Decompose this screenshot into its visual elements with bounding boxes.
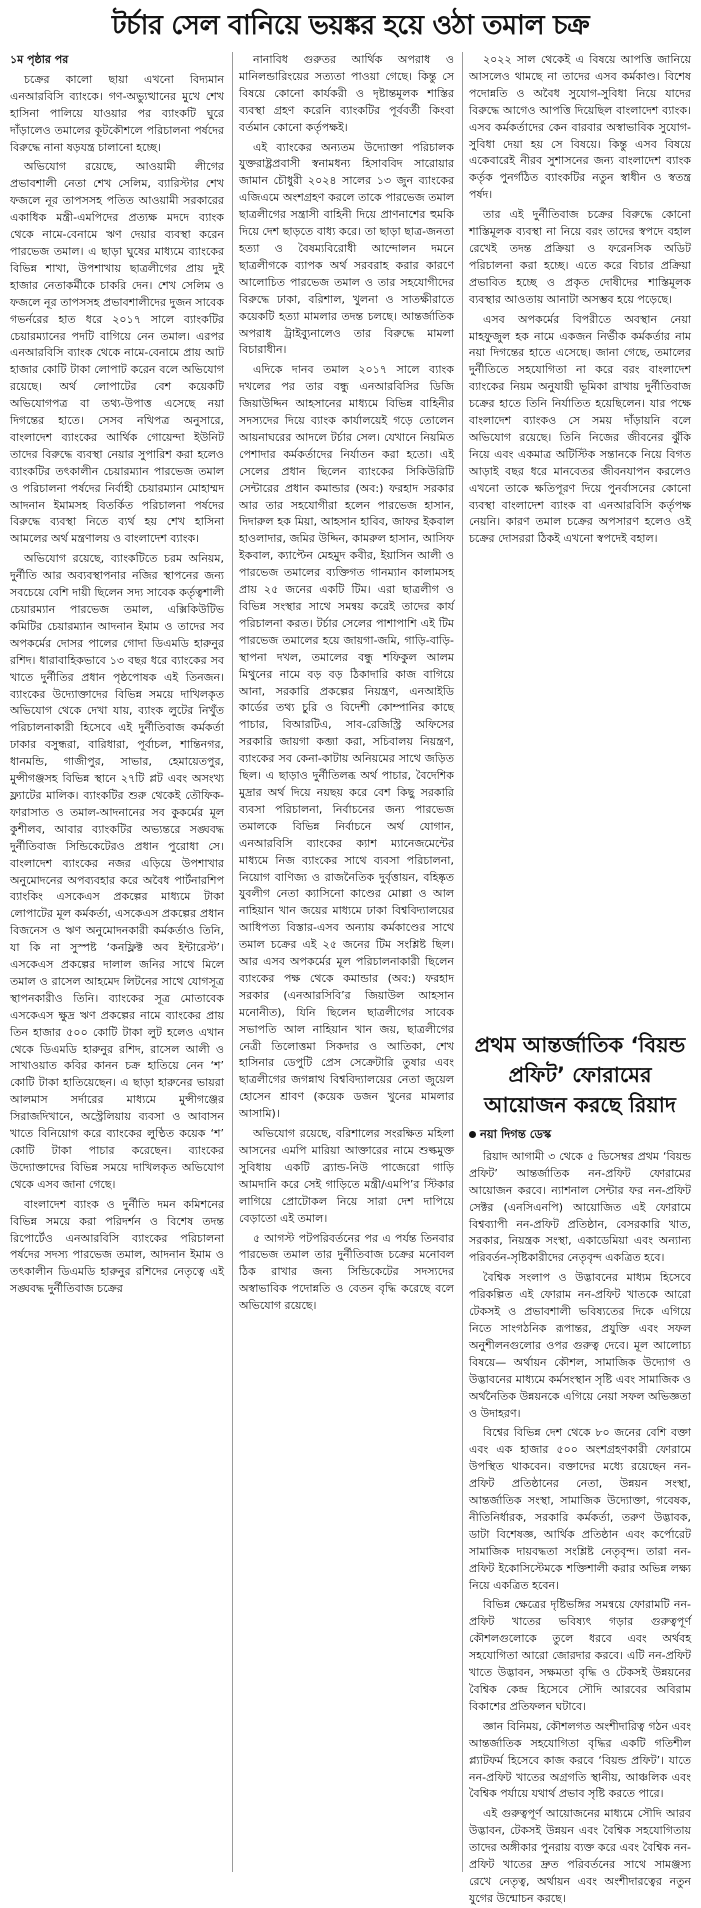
article-column-1 [10, 52, 224, 1872]
bullet-icon [469, 1131, 476, 1138]
byline-text: নয়া দিগন্ত ডেস্ক [480, 1127, 552, 1141]
article-paragraph: এসব অপকর্মের বিপরীতে অবস্থান নেয়া মাহফুজুল হক নামে একজন নির্ভীক কর্মকর্তার নাম নয়া দিগন্তের হাতে এসেছে। জানা গেছে, তমালের দুর্নীতিতে সহযোগিতা না করে বরং বাংলাদেশ ব্যাংকের নিয়ম অনুযায়ী ভূমিকা রাখায় দুর্নীতিবাজ চক্রের হাতে তিনি নির্যাতিত হয়েছিলেন। যার পক্ষে বাংলাদেশ ব্যাংকও সে সময় দাঁড়ায়নি বলে অভিযোগ রয়েছে। তিনি নিজের জীবনের ঝুঁকি নিয়ে এবং একমাত্র অটিস্টিক সন্তানকে নিয়ে বিগত আড়াই বছর ধরে মানবেতর জীবনযাপন করলেও এখনো তাকে ক্ষতিপূরণ দিয়ে পুনর্বাসনের কোনো ব্যবস্থা বাংলাদেশ ব্যাংক বা এনআরবিসি কর্তৃপক্ষ নেয়নি। কারণ তমাল চক্রের অপসারণ হলেও ওই চক্রের দোসররা ঠিকই এখনো স্বপদেই বহাল। [469, 312, 691, 546]
article-paragraph: ৫ আগস্ট পটপরিবর্তনের পর এ পর্যন্ত তিনবার পারভেজ তমাল তার দুর্নীতিবাজ চক্রের মনোবল ঠিক রাখার জন্য সিন্ডিকেটের সদস্যদের অস্বাভাবিক পদোন্নতি ও বেতন বৃদ্ধি করেছে বলে অভিযোগ রয়েছে। [239, 1231, 454, 1313]
article-paragraph: জ্ঞান বিনিময়, কৌশলগত অংশীদারিত্ব গঠন এবং আন্তর্জাতিক সহযোগিতা বৃদ্ধির একটি গতিশীল প্ল্যাটফর্ম হিসেবে কাজ করবে ‘বিয়ন্ড প্রফিট’। যাতে নন-প্রফিট খাতের অগ্রগতি স্থানীয়, আঞ্চলিক এবং বৈশ্বিক পর্যায়ে যথার্থ প্রভাব সৃষ্টি করতে পারে। [469, 1719, 691, 1801]
article-paragraph: এই গুরুত্বপূর্ণ আয়োজনের মাধ্যমে সৌদি আরব উদ্ভাবন, টেকসই উন্নয়ন এবং বৈশ্বিক সহযোগিতায় তাদের অঙ্গীকার পুনরায় ব্যক্ত করে এবং বৈশ্বিক নন-প্রফিট খাতের দ্রুত পরিবর্তনের সাথে সামঞ্জস্য রেখে নেতৃত্ব, অর্থায়ন এবং অংশীদারত্বের নতুন যুগের উন্মোচন করছে। [469, 1807, 691, 1905]
article-paragraph: ২০২২ সাল থেকেই এ বিষয়ে আপত্তি জানিয়ে আসলেও থামছে না তাদের এসব কর্মকাণ্ড। বিশেষ পদোন্নতি ও অবৈধ সুযোগ-সুবিধা নিয়ে যাদের বিরুদ্ধে আগেও আপত্তি দিয়েছিল বাংলাদেশ ব্যাংক। এসব কর্মকর্তাদের কেন বারবার অস্বাভাবিক সুযোগ-সুবিধা দেয়া হয় সে বিষয়ে। কিন্তু এসব বিষয়ে একেবারেই নীরব সুশাসনের জন্য বাংলাদেশ ব্যাংক কর্তৃক পুনর্গঠিত ব্যাংকটির নতুন স্বাধীন ও স্বতন্ত্র পর্ষদ। [469, 53, 691, 202]
article-paragraph: বাংলাদেশ ব্যাংক ও দুর্নীতি দমন কমিশনের বিভিন্ন সময়ে করা পরিদর্শন ও বিশেষ তদন্ত রিপোর্টেও এনআরবিসি ব্যাংকের পরিচালনা পর্ষদের সদস্য পারভেজ তমাল, আদনান ইমাম ও তৎকালীন ডিএমডি হারুনুর রশিদের নেতৃত্বে এই সঙ্ঘবদ্ধ দুর্নীতিবাজ চক্রের [10, 1197, 224, 1296]
article-paragraph: এদিকে দানব তমাল ২০১৭ সালে ব্যাংক দখলের পর তার বন্ধু এনআরবিসির ডিজি জিয়াউদ্দিন আহসানের মাধ্যমে বিভিন্ন বাহিনীর সদস্যদের দিয়ে ব্যাংক কার্যালয়েই গড়ে তোলেন আয়নাঘরের আদলে টর্চার সেল। যেখানে নিয়মিত পেশাদার কর্মকর্তাদের নির্যাতন করা হতো। এই সেলের প্রধান ছিলেন ব্যাংকের সিকিউরিটি সেন্টারের প্রধান কমান্ডার (অব:) ফরহাদ সরকার আর তার সহযোগীরা হলেন পারভেজ হাসান, দিদারুল হক মিয়া, আহসান হাবিব, জাফর ইকবাল হাওলাদার, জমির উদ্দিন, কামরুল হাসান, আসিফ ইকবাল, ক্যাপ্টেন মেহমুদ কবীর, ইয়াসিন আলী ও পারভেজ তমালের ব্যক্তিগত গানম্যান কালামসহ প্রায় ২৫ জনের একটি টিম। এরা ছাত্রলীগ ও বিভিন্ন সংস্থার সাথে সমন্বয় করেই তাদের কার্য পরিচালনা করত। টর্চার সেলের পাশাপাশি এই টিম পারভেজ তমালের হয়ে জায়গা-জমি, গাড়ি-বাড়ি-স্থাপনা দখল, তমালের বন্ধু শফিকুল আলম মিথুনের নামে বড় বড় ঠিকাদারি কাজ বাগিয়ে আনা, সরকারি প্রকল্পের নিয়ন্ত্রণ, এনআইডি কার্ডের তথ্য চুরি ও বিদেশী কোম্পানির কাছে পাচার, বিআরটিএ, সাব-রেজিস্ট্রি অফিসের সরকারি জায়গা কব্জা করা, সচিবালয় নিয়ন্ত্রণ, ব্যাংকের সব কেনা-কাটায় অনিয়মের সাথে জড়িত ছিল। এ ছাড়াও দুর্নীতিলব্ধ অর্থ পাচার, বৈদেশিক মুদ্রার অর্থ দিয়ে নয়ছয় করে বেশ কিছু সরকারি ব্যবসা পরিচালনা, নির্বাচনের জন্য পারভেজ তমালকে বিভিন্ন নির্বাচনে অর্থ যোগান, এনআরবিসি ব্যাংকের ক্যাশ ম্যানেজমেন্টের মাধ্যমে নিজ ব্যাংকের সাথে ব্যবসা পরিচালনা, নিয়োগ বাণিজ্য ও রাজনৈতিক দুর্বৃত্তায়ন, বহিষ্কৃত যুবলীগ নেতা ক্যাসিনো কাণ্ডের মোল্লা ও আল নাহিয়ান খান জয়ের মাধ্যমে ঢাকা বিশ্ববিদ্যালয়ের আধিপত্য বিস্তার-এসব অন্যায় কর্মকাণ্ডের সাথে তমাল চক্রের এই ২৫ জনের টিম সংশ্লিষ্ট ছিল। আর এসব অপকর্মের মূল পরিচালনাকারী ছিলেন ব্যাংকের পক্ষ থেকে কমান্ডার (অব:) ফরহাদ সরকার (এনআরসিবি’র জিয়াউল আহসান মনোনীত), যিনি ছিলেন ছাত্রলীগের সাবেক সভাপতি আল নাহিয়ান খান জয়, ছাত্রলীগের নেত্রী তিলোত্তমা সিকদার ও আতিকা, শেখ হাসিনার ডেপুটি প্রেস সেক্রেটারি তুষার এবং ছাত্রলীগের জগন্নাথ বিশ্ববিদ্যালয়ের নেতা জুয়েল হোসেন শ্রাবণ (কয়েক ডজন খুনের মামলার আসামি)। [239, 363, 454, 1121]
article-paragraph: বৈশ্বিক সংলাপ ও উদ্ভাবনের মাধ্যম হিসেবে পরিকল্পিত এই ফোরাম নন-প্রফিট খাতকে আরো টেকসই ও প্রভাবশালী ভবিষ্যতের দিকে এগিয়ে নিতে সাংগঠনিক রূপান্তর, প্রযুক্তি এবং সফল অনুশীলনগুলোর ওপর গুরুত্ব দেবে। মূল আলোচ্য বিষয়ে— অর্থায়ন কৌশল, সামাজিক উদ্যোগ ও উদ্ভাবনের মাধ্যমে কর্মসংস্থান সৃষ্টি এবং সামাজিক ও অর্থনৈতিক উন্নয়নকে এগিয়ে নেয়া সফল অভিজ্ঞতা ও উদাহরণ। [469, 1271, 691, 1420]
article-paragraph: এই ব্যাংকের অন্যতম উদ্যোক্তা পরিচালক যুক্তরাষ্ট্রপ্রবাসী স্বনামধন্য হিসাববিদ সারোয়ার জামান চৌধুরী ২০২৪ সালের ১৩ জুন ব্যাংকের এজিএমে অংশগ্রহণ করলে তাকে পারভেজ তমাল ছাত্রলীগের সন্ত্রাসী বাহিনী দিয়ে প্রাণনাশের হুমকি দিয়ে দেশ ছাড়তে বাধ্য করে। তা ছাড়া ছাত্র-জনতা হত্যা ও বৈষম্যবিরোধী আন্দোলন দমনে ছাত্রলীগকে ব্যাপক অর্থ সরবরাহ করার কারণে আলোচিত পারভেজ তমাল ও তার সহযোগীদের বিরুদ্ধে ঢাকা, বরিশাল, খুলনা ও সাতক্ষীরাতে কয়েকটি হত্যা মামলার তদন্ত চলছে। আন্তর্জাতিক অপরাধ ট্রাইব্যুনালেও তার বিরুদ্ধে মামলা বিচারাধীন। [239, 140, 454, 357]
article-paragraph: অভিযোগ রয়েছে, ব্যাংকটিতে চরম অনিয়ম, দুর্নীতি আর অব্যবস্থাপনার নজির স্থাপনের জন্য সবচেয়ে বেশি দায়ী ছিলেন সদ্য সাবেক কর্তৃত্বশালী চেয়ারম্যান পারভেজ তমাল, এক্সিকিউটিভ কমিটির চেয়ারম্যান আদনান ইমাম ও তাদের সব অপকর্মের দোসর পালের গোদা ডিএমডি হারুনুর রশিদ। ধারাবাহিকভাবে ১৩ বছর ধরে ব্যাংকের সব খাতে দুর্নীতির প্রধান পৃষ্ঠপোষক এই তিনজন। ব্যাংকের উদ্যোক্তাদের বিভিন্ন সময়ে দাখিলকৃত অভিযোগ থেকে দেখা যায়, ব্যাংক লুটের নিখুঁত পরিচালনাকারী হিসেবে এই দুর্নীতিবাজ কর্মকর্তা ঢাকার বসুন্ধরা, বারিধারা, পূর্বাচল, শান্তিনগর, ধানমন্ডি, গাজীপুর, সাভার, হেমায়েতপুর, মুন্সীগঞ্জসহ বিভিন্ন স্থানে ২৭টি প্লট এবং অসংখ্য ফ্ল্যাটের মালিক। ব্যাংকটির শুরু থেকেই তৌফিক-ফারাসাত ও তমাল-আদনানের সব কুকর্মের মূল কুশীলব, আবার ব্যাংকটির অভ্যন্তরে সঙ্ঘবদ্ধ দুর্নীতিবাজ সিন্ডিকেটেরও প্রধান পুরোধা সে। বাংলাদেশ ব্যাংকের নজর এড়িয়ে উপশাখার অনুমোদনের অপব্যবহার করে অবৈধ পার্টনারশিপ ব্যাংকিং এসকেএস প্রকল্পের মাধ্যমে টাকা লোপাটের মূল কর্মকর্তা, এসকেএস প্রকল্পের প্রধান বিজনেস ও ঋণ অনুমোদনকারী কর্মকর্তাও তিনি, যা কি না সুস্পষ্ট ‘কনফ্লিক্ট অব ইন্টারেস্ট’। এসকেএস প্রকল্পের দালাল জনির সাথে মিলে তমাল ও রাসেল আহমেদ লিটনের সাথে যোগসূত্র স্থাপনকারীও তিনি। ব্যাংকের সূত্র মোতাবেক এসকেএস ক্ষুদ্র ঋণ প্রকল্পের নামে ব্যাংকের প্রায় তিন হাজার ৫০০ কোটি টাকা লুট হলেও এখান থেকে ডিএমডি হারুনুর রশিদ, রাসেল আলী ও সাখাওয়াত কবির কানন চক্র হাতিয়ে নেন ‘শ’ কোটি টাকা হাতিয়েছেন। এ ছাড়া হারুনের ভায়রা আলমাস সর্দারের মাধ্যমে মুন্সীগঞ্জের সিরাজদিখানে, অস্ট্রেলিয়ায় ব্যবসা ও আবাসন খাতে বিনিয়োগ করে ব্যাংকের লুণ্ঠিত কয়েক ‘শ’ কোটি টাকা পাচার করেছেন। ব্যাংকের উদ্যোক্তাদের বিভিন্ন সময়ে দাখিলকৃত অভিযোগ থেকে এসব জানা গেছে। [10, 552, 224, 1191]
article-paragraph: তার এই দুর্নীতিবাজ চক্রের বিরুদ্ধে কোনো শাস্তিমূলক ব্যবস্থা না নিয়ে বরং তাদের স্বপদে বহাল রেখেই তদন্ত প্রক্রিয়া ও ফরেনসিক অডিট পরিচালনা করা হচ্ছে। এতে করে বিচার প্রক্রিয়া প্রভাবিত হচ্ছে ও প্রকৃত দোষীদের শাস্তিমূলক ব্যবস্থার আওতায় আনাটা অসম্ভব হয়ে পড়েছে। [469, 208, 691, 306]
secondary-headline: প্রথম আন্তর্জাতিক ‘বিয়ন্ড প্রফিট’ ফোরামের আয়োজন করছে রিয়াদ [474, 1033, 686, 1117]
article-paragraph: বিশ্বের বিভিন্ন দেশ থেকে ৮০ জনের বেশি বক্তা এবং এক হাজার ৫০০ অংশগ্রহণকারী ফোরামে উপস্থিত থাকবেন। বক্তাদের মধ্যে রয়েছেন নন-প্রফিট প্রতিষ্ঠানের নেতা, উন্নয়ন সংস্থা, আন্তর্জাতিক সংস্থা, সামাজিক উদ্যোক্তা, গবেষক, নীতিনির্ধারক, সরকারি কর্মকর্তা, তরুণ উদ্ভাবক, ডাটা বিশেষজ্ঞ, আর্থিক প্রতিষ্ঠান এবং কর্পোরেট সামাজিক দায়বদ্ধতা সংশ্লিষ্ট নেতৃবৃন্দ। তারা নন-প্রফিট ইকোসিস্টেমকে শক্তিশালী করার অভিন্ন লক্ষ্য নিয়ে একত্রিত হবেন। [469, 1426, 691, 1592]
column-divider [462, 52, 463, 1872]
article-paragraph: চক্রের কালো ছায়া এখনো বিদ্যমান এনআরবিসি ব্যাংকে। গণ-অভ্যুত্থানের মুখে শেখ হাসিনা পালিয়ে যাওয়ার পর ব্যাংকটি ঘুরে দাঁড়ালেও তমালের কূটকৌশলে পরিচালনা পর্ষদের বিরুদ্ধে নানা ষড়যন্ত্র চালানো হচ্ছে। [10, 72, 224, 154]
article-continuation [469, 52, 691, 1020]
article-paragraph: বিভিন্ন ক্ষেত্রের দৃষ্টিভঙ্গির সমন্বয়ে ফোরামটি নন-প্রফিট খাতের ভবিষ্যৎ গড়ার গুরুত্বপূর্ণ কৌশলগুলোকে তুলে ধরবে এবং অর্থবহ সহযোগিতা আরো জোরদার করবে। এটি নন-প্রফিট খাতে উদ্ভাবন, সক্ষমতা বৃদ্ধি ও টেকসই উন্নয়নের বৈশ্বিক কেন্দ্র হিসেবে সৌদি আরবের অবিরাম বিকাশের প্রতিফলন ঘটাবে। [469, 1598, 691, 1713]
column-divider [232, 52, 233, 1872]
main-headline: টর্চার সেল বানিয়ে ভয়ঙ্কর হয়ে ওঠা তমাল চক্র [111, 10, 590, 41]
article-paragraph: অভিযোগ রয়েছে, আওয়ামী লীগের প্রভাবশালী নেতা শেখ সেলিম, ব্যারিস্টার শেখ ফজলে নূর তাপসসহ পতিত আওয়ামী সরকারের একাধিক মন্ত্রী-এমপিদের প্রত্যক্ষ মদদে ব্যাংক থেকে নামে-বেনামে ঋণ দেয়ার ব্যবস্থা করেন পারভেজ তমাল। এ ছাড়া ঘুষের মাধ্যমে ব্যাংকের বিভিন্ন শাখা, উপশাখায় ছাত্রলীগের প্রায় দুই হাজার নেতাকর্মীকে চাকরি দেন। শেখ সেলিম ও ফজলে নূর তাপসসহ প্রভাবশালীদের দুজন সাবেক গভর্নরের হাত ধরে ২০১৭ সালে ব্যাংকটির চেয়ারম্যানের পদটি বাগিয়ে নেন তমাল। এরপর এনআরবিসি ব্যাংক থেকে নামে-বেনামে প্রায় আট হাজার কোটি টাকা লোপাট করেন বলে অভিযোগ রয়েছে। অর্থ লোপাটের বেশ কয়েকটি অভিযোগপত্র বা তথ্য-উপাত্ত এসেছে নয়া দিগন্তের হাতে। সেসব নথিপত্র অনুসারে, বাংলাদেশ ব্যাংকের আর্থিক গোয়েন্দা ইউনিট তাদের বিরুদ্ধে ব্যবস্থা নেয়ার সুপারিশ করা হলেও ব্যাংকটির তৎকালীন চেয়ারম্যান পারভেজ তমাল ও পরিচালনা পর্ষদের নির্বাহী চেয়ারম্যান মোহাম্মদ আদনান ইমামসহ বিতর্কিত পরিচালনা পর্ষদের বিরুদ্ধে ব্যবস্থা নিতে ব্যর্থ হয় শেখ হাসিনা আমলের অর্থ মন্ত্রণালয় ও বাংলাদেশ ব্যাংক। [10, 160, 224, 546]
continued-from-label: ১ম পৃষ্ঠার পর [10, 53, 69, 66]
article-paragraph: নানাবিধ গুরুতর আর্থিক অপরাধ ও মানিলন্ডারিংয়ের সত্যতা পাওয়া গেছে। কিন্তু সে বিষয়ে কোনো কার্যকরী ও দৃষ্টান্তমূলক শাস্তির ব্যবস্থা গ্রহণ করেনি ব্যাংকটির পূর্ববর্তী কিংবা বর্তমান কোনো কর্তৃপক্ষই। [239, 53, 454, 134]
article-paragraph: অভিযোগ রয়েছে, বরিশালের সংরক্ষিত মহিলা আসনের এমপি মারিয়া আক্তারের নামে শুল্কমুক্ত সুবিধায় একটি ব্র্যান্ড-নিউ পাজেরো গাড়ি আমদানি করে সেই গাড়িতে মন্ত্রী/এমপি’র স্টিকার লাগিয়ে প্রোটোকল নিয়ে সারা দেশ দাপিয়ে বেড়াতো এই তমাল। [239, 1127, 454, 1225]
article-columns [10, 52, 691, 1905]
article-column-3 [469, 52, 691, 1905]
secondary-article [469, 1030, 691, 1905]
article-paragraph: রিয়াদ আগামী ৩ থেকে ৫ ডিসেম্বর প্রথম ‘বিয়ন্ড প্রফিট’ আন্তর্জাতিক নন-প্রফিট ফোরামের আয়োজন করবে। ন্যাশনাল সেন্টার ফর নন-প্রফিট সেক্টর (এনসিএনপি) আয়োজিত এই ফোরামে বিশ্বব্যাপী নন-প্রফিট প্রতিষ্ঠান, বেসরকারি খাত, সরকার, নিয়ন্ত্রক সংস্থা, একাডেমিয়া এবং অন্যান্য পরিবর্তন-সৃষ্টিকারীদের নেতৃবৃন্দ একত্রিত হবে। [469, 1149, 691, 1265]
article-column-2 [239, 52, 454, 1872]
byline [469, 1126, 691, 1143]
